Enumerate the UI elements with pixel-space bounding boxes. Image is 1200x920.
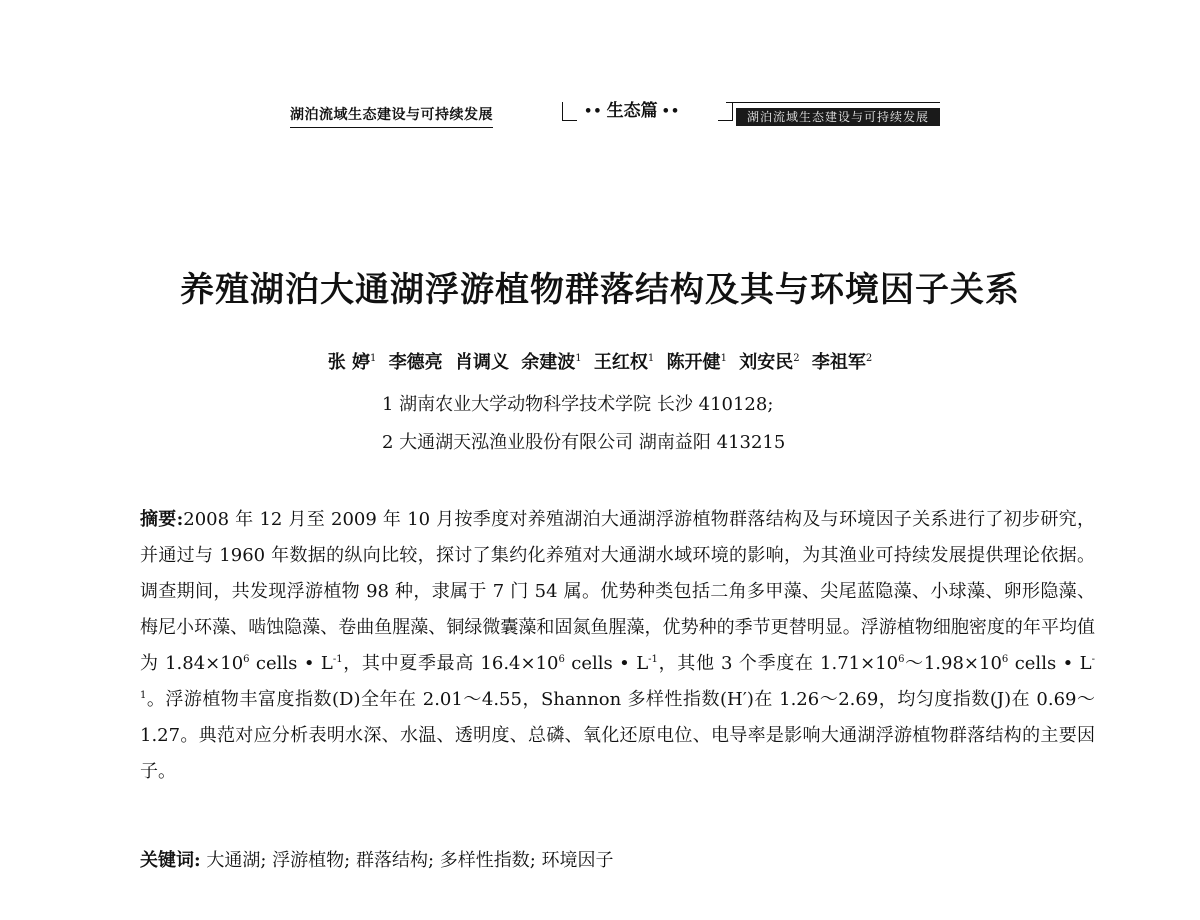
- header-bracket-right: [718, 102, 733, 121]
- author: 陈开健$^1$: [666, 352, 727, 373]
- abstract-label: 摘要:: [140, 509, 184, 530]
- author: 王红权$^1$: [593, 352, 655, 373]
- header-series-title: 湖泊流域生态建设与可持续发展: [290, 104, 493, 128]
- paper-title: 养殖湖泊大通湖浮游植物群落结构及其与环境因子关系: [180, 270, 1020, 310]
- header-series-title-inverse: 湖泊流域生态建设与可持续发展: [736, 108, 940, 126]
- abstract-sup: -1: [648, 654, 658, 665]
- header-rule: [726, 102, 940, 103]
- header-section-label: 生态篇: [606, 101, 658, 121]
- author: 刘安民$^2$: [739, 352, 800, 373]
- author: 李祖军$^2$: [811, 352, 873, 373]
- abstract-text: ～1.98×10: [904, 653, 1002, 674]
- page-header-banner: [290, 96, 940, 128]
- affiliation-2: 2 大通湖天泓渔业股份有限公司 湖南益阳 413215: [382, 432, 786, 453]
- abstract-sup: 6: [1001, 654, 1009, 665]
- affiliation-1: 1 湖南农业大学动物科学技术学院 长沙 410128;: [382, 394, 774, 415]
- header-section-title: [580, 96, 684, 121]
- abstract-text: 2008 年 12 月至 2009 年 10 月按季度对养殖湖泊大通湖浮游植物群落结构及与环境因子关系进行了初步研究，并通过与 1960 年数据的纵向比较，探讨了集约化养殖对大通湖水域环境的影响，为其渔业可持续发展提供理论依据。调查期间，共发现浮游植物 98 种，隶属于 7 门 54 属。优势种类包括二角多甲藻、尖尾蓝隐藻、小球藻、卵形隐藻、梅尼小环藻、啮蚀隐藻、卷曲鱼腥藻、铜绿微囊藻和固氮鱼腥藻，优势种的季节更替明显。浮游植物细胞密度的年平均值为 1.84×10: [140, 509, 1095, 674]
- keywords-text: 大通湖; 浮游植物; 群落结构; 多样性指数; 环境因子: [206, 850, 614, 871]
- abstract-sup: -1: [332, 654, 343, 665]
- abstract-sup: 6: [898, 654, 905, 665]
- abstract-text: ，其他 3 个季度在 1.71×10: [657, 653, 899, 674]
- author: 余建波$^1$: [521, 352, 582, 373]
- abstract-text: cells • L: [1008, 653, 1092, 674]
- keywords: [140, 846, 614, 872]
- author: 张 婷$^1$: [327, 352, 377, 373]
- abstract-text: ，其中夏季最高 16.4×10: [342, 653, 559, 674]
- abstract-sup: 6: [558, 654, 565, 665]
- header-dots-right: ••: [661, 104, 681, 119]
- abstract-text: cells • L: [249, 653, 333, 674]
- abstract-sup: 6: [243, 654, 250, 665]
- keywords-label: 关键词:: [140, 850, 201, 871]
- header-bracket-left: [562, 102, 577, 121]
- abstract-text: 。浮游植物丰富度指数(D)全年在 2.01～4.55，Shannon 多样性指数(H′)在 1.26～2.69，均匀度指数(J)在 0.69～1.27。典范对应分析表明水深、水温、透明度、总磷、氧化还原电位、电导率是影响大通湖浮游植物群落结构的主要因子。: [140, 689, 1095, 782]
- author: 肖调义: [454, 352, 509, 373]
- abstract-text: cells • L: [564, 653, 649, 674]
- author: 李德亮: [388, 352, 443, 373]
- author-list: [0, 348, 1200, 374]
- header-dots-left: ••: [584, 104, 603, 119]
- abstract-sup: -1: [140, 654, 1095, 701]
- abstract: [140, 502, 1095, 790]
